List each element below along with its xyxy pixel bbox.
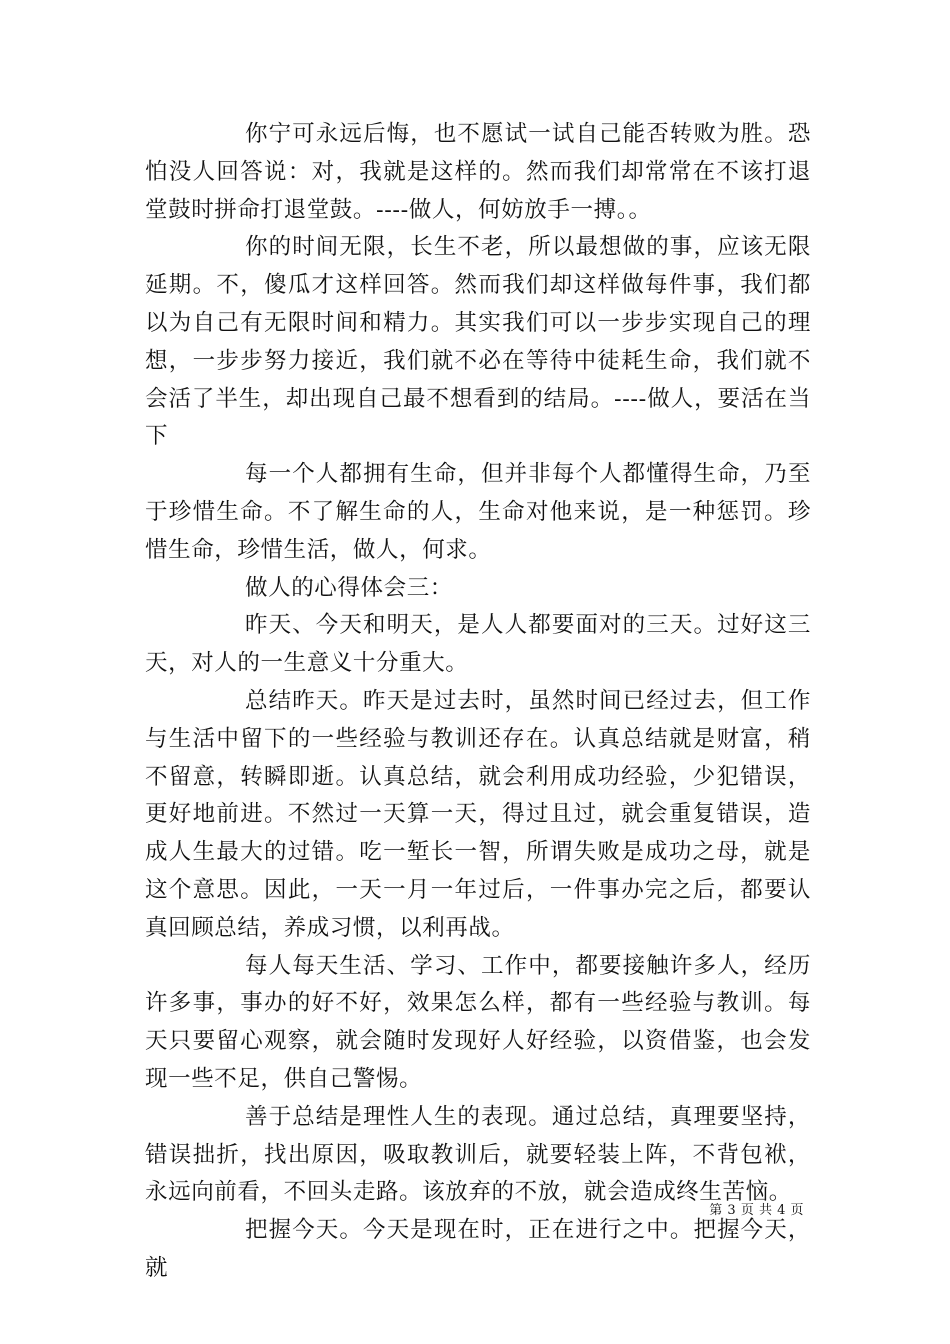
document-body [145,116,811,1288]
paragraph: 昨天、今天和明天，是人人都要面对的三天。过好这三天，对人的一生意义十分重大。 [145,612,811,677]
paragraph: 你的时间无限，长生不老，所以最想做的事，应该无限延期。不，傻瓜才这样回答。然而我们却这样做每件事，我们都以为自己有无限时间和精力。其实我们可以一步步实现自己的理想，一步步努力接近，我们就不必在等待中徒耗生命，我们就不会活了半生，却出现自己最不想看到的结局。----做人，要活在当下 [145,234,811,450]
page-number: 第 3 页 共 4 页 [709,1203,804,1218]
paragraph: 每一个人都拥有生命，但并非每个人都懂得生命，乃至于珍惜生命。不了解生命的人，生命对他来说，是一种惩罚。珍惜生命，珍惜生活，做人，何求。 [145,461,811,563]
section-heading: 做人的心得体会三： [245,574,453,601]
paragraph: 总结昨天。昨天是过去时，虽然时间已经过去，但工作与生活中留下的一些经验与教训还存在。认真总结就是财富，稍不留意，转瞬即逝。认真总结，就会利用成功经验，少犯错误，更好地前进。不然过一天算一天，得过且过，就会重复错误，造成人生最大的过错。吃一堑长一智，所谓失败是成功之母，就是这个意思。因此，一天一月一年过后，一件事办完之后，都要认真回顾总结，养成习惯，以利再战。 [145,687,811,941]
paragraph: 每人每天生活、学习、工作中，都要接触许多人，经历许多事，事办的好不好，效果怎么样，都有一些经验与教训。每天只要留心观察，就会随时发现好人好经验，以资借鉴，也会发现一些不足，供自己警惕。 [145,952,811,1092]
paragraph: 把握今天。今天是现在时，正在进行之中。把握今天，就 [145,1217,811,1281]
paragraph: 你宁可永远后悔，也不愿试一试自己能否转败为胜。恐怕没人回答说：对，我就是这样的。然而我们却常常在不该打退堂鼓时拼命打退堂鼓。----做人，何妨放手一搏。。 [145,121,811,223]
paragraph: 善于总结是理性人生的表现。通过总结，真理要坚持，错误拙折，找出原因，吸取教训后，就要轻装上阵，不背包袱，永远向前看，不回头走路。该放弃的不放，就会造成终生苦恼。 [145,1103,811,1206]
